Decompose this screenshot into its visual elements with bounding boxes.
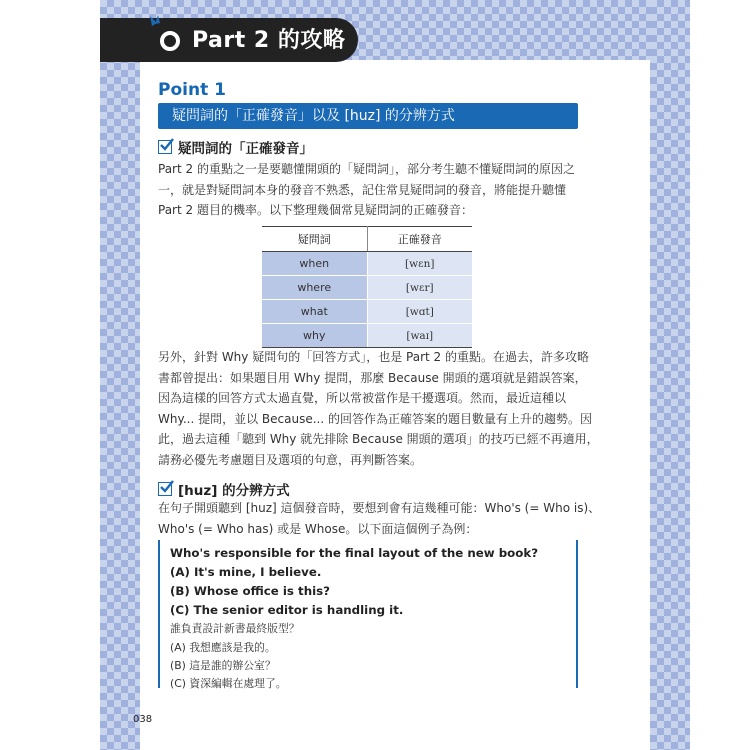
table-cell-pronunciation: [wɛr] (367, 276, 472, 300)
section-heading-huz (158, 479, 290, 499)
checker-border-right (650, 0, 690, 750)
table-header-cell: 正確發音 (367, 227, 472, 252)
translation-option-c: (C) 資深編輯在處理了。 (170, 677, 287, 690)
page-title: Part 2 的攻略 (192, 28, 346, 53)
section-heading-text: [huz] 的分辨方式 (178, 483, 290, 499)
paragraph-line: Part 2 題目的機率。以下整理幾個常見疑問詞的正確發音： (158, 203, 473, 217)
intro-paragraph (158, 159, 578, 221)
table-cell-pronunciation: [wɑt] (367, 300, 472, 324)
table-cell-word: why (262, 324, 367, 348)
checker-border-left (100, 0, 140, 750)
paragraph-line: 此，過去這種「聽到 Why 就先排除 Because 開頭的選項」的技巧已經不再適用， (158, 432, 599, 446)
circle-icon (160, 31, 180, 51)
table-row (262, 300, 472, 324)
why-answer-paragraph (158, 347, 599, 470)
example-question: Who's responsible for the final layout of the new book? (170, 546, 539, 560)
paragraph-line: 在句子開頭聽到 [huz] 這個發音時，要想到會有這幾種可能：Who's (= Who is)、 (158, 501, 601, 515)
checkbox-checked-icon (158, 140, 172, 154)
paragraph-line: 請務必優先考慮題目及選項的句意，再判斷答案。 (158, 452, 423, 467)
section-heading-pronunciation (158, 137, 313, 157)
example-option-a: (A) It's mine, I believe. (170, 565, 322, 579)
paragraph-line: 另外，針對 Why 疑問句的「回答方式」，也是 Part 2 的重點。在過去，許多攻略 (158, 350, 589, 364)
paragraph-line: 一，就是對疑問詞本身的發音不熟悉，記住常見疑問詞的發音，將能提升聽懂 (158, 182, 567, 197)
translation-question: 誰負責設計新書最終版型？ (170, 622, 300, 635)
translation-option-a: (A) 我想應該是我的。 (170, 641, 276, 654)
paragraph-line: Who's (= Who has) 或是 Whose。以下面這個例子為例： (158, 521, 478, 536)
paragraph-line: 書都曾提出：如果題目用 Why 提問，那麼 Because 開頭的選項就是錯誤答案， (158, 370, 587, 385)
table-cell-word: where (262, 276, 367, 300)
pronunciation-table (262, 226, 472, 348)
page-number: 038 (133, 714, 153, 725)
table-cell-word: what (262, 300, 367, 324)
translation-option-b: (B) 這是誰的辦公室？ (170, 659, 276, 672)
table-cell-word: when (262, 252, 367, 276)
table-header-cell: 疑問詞 (262, 227, 367, 252)
point-title: Point 1 (158, 80, 226, 100)
paragraph-line: Why... 提問，並以 Because... 的回答作為正確答案的題目數量有上升的趨勢。因 (158, 411, 593, 426)
point-subtitle-bar: 疑問詞的「正確發音」以及 [huz] 的分辨方式 (158, 103, 578, 129)
paragraph-line: Part 2 的重點之一是要聽懂開頭的「疑問詞」，部分考生聽不懂疑問詞的原因之 (158, 162, 575, 176)
example-option-c: (C) The senior editor is handling it. (170, 603, 404, 617)
section-heading-text: 疑問詞的「正確發音」 (178, 141, 313, 157)
table-cell-pronunciation: [waɪ] (367, 324, 472, 348)
example-option-b: (B) Whose office is this? (170, 584, 331, 598)
table-row (262, 324, 472, 348)
table-header-row (262, 227, 472, 252)
table-cell-pronunciation: [wɛn] (367, 252, 472, 276)
huz-paragraph (158, 498, 601, 539)
table-row (262, 276, 472, 300)
table-row (262, 252, 472, 276)
paragraph-line: 因為這樣的回答方式太過直覺，所以常被當作是干擾選項。然而，最近這種以 (158, 391, 567, 405)
checkbox-checked-icon (158, 482, 172, 496)
